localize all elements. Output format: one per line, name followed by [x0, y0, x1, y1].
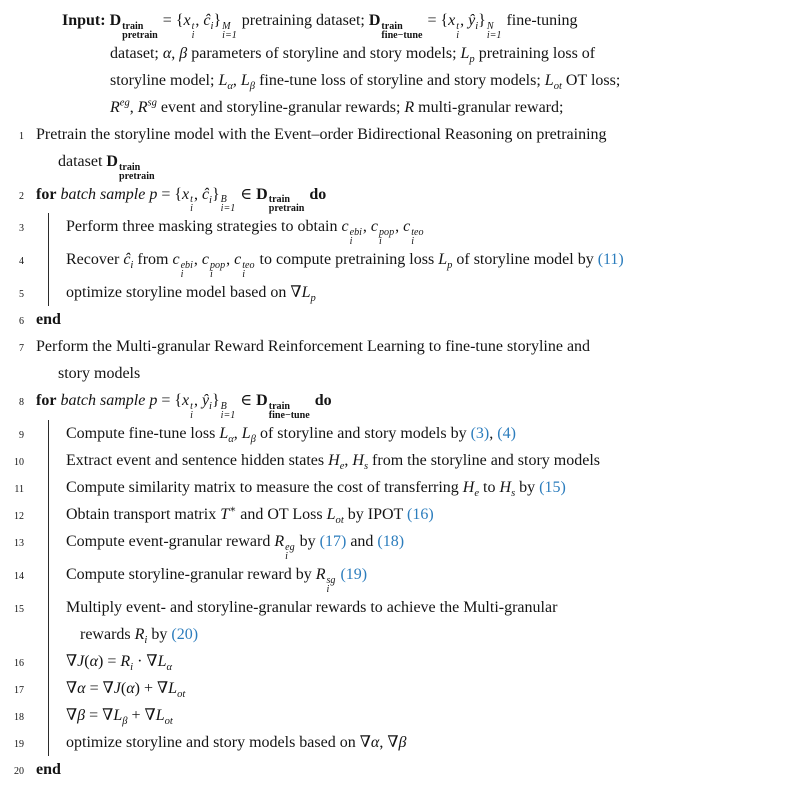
- algorithm-line-19: [8, 729, 788, 756]
- algorithm-line-2: [8, 181, 788, 214]
- stacked-supsub: M i=1: [222, 20, 237, 41]
- algorithm-line-18: [8, 702, 788, 729]
- algorithm-line-9: [8, 420, 788, 447]
- algorithm-line-6: [8, 306, 788, 333]
- algorithm-line-10: [8, 447, 788, 474]
- line-number: [8, 623, 24, 650]
- line-number: [8, 150, 24, 183]
- stacked-supsub: t i: [190, 194, 193, 215]
- citation-link[interactable]: (20): [171, 625, 199, 643]
- stacked-supsub: train pretrain: [118, 161, 155, 182]
- citation-link[interactable]: (16): [407, 505, 434, 523]
- stacked-supsub: pop i: [210, 260, 226, 281]
- statement-text: Extract event and sentence hidden states $H_e$, $H_s$ from the storyline and story models: [66, 451, 601, 473]
- line-number: 8: [19, 397, 24, 409]
- statement-text: for batch sample p = {x t i , $ĉ_i$} B i=1 ∈ D train pretrain do: [36, 185, 327, 215]
- line-number: 5: [19, 289, 24, 301]
- citation-link[interactable]: (3): [470, 424, 490, 442]
- citation-link[interactable]: (11): [597, 251, 624, 269]
- algorithm-line-15-cont: [8, 621, 788, 648]
- stacked-supsub: ebi i: [349, 227, 362, 248]
- line-number: 11: [14, 483, 24, 495]
- statement-text: optimize storyline and story models based on ∇α, ∇β: [66, 733, 407, 751]
- stacked-supsub: sg i: [326, 574, 336, 595]
- citation-link[interactable]: (4): [497, 424, 516, 442]
- input-line: Input: D train pretrain = {x t i , $ĉ_i$} M i=1 pretraining dataset; D train fine−tune = {x t i , $ŷ_i$} N i=1 fine-tuning: [62, 12, 578, 41]
- input-line: storyline model; $L_\alpha$, $L_\beta$ fine-tune loss of storyline and story models; $L_{ot}$ OT loss;: [110, 71, 621, 93]
- stacked-supsub: train pretrain: [268, 194, 305, 215]
- statement-text: Perform the Multi-granular Reward Reinforcement Learning to fine-tune storyline and: [36, 338, 591, 356]
- statement-text: Compute storyline-granular reward by R sg i (19): [66, 565, 368, 595]
- algorithm-line-12: [8, 501, 788, 528]
- stacked-supsub: teo i: [242, 260, 255, 281]
- citation-link[interactable]: (17): [319, 532, 347, 550]
- statement-text: Compute fine-tune loss $L_\alpha$, $L_\beta$ of storyline and story models by (3), (4): [66, 424, 516, 446]
- algorithm-lines: [8, 121, 788, 783]
- input-line: dataset; α, β parameters of storyline and story models; $L_p$ pretraining loss of: [110, 44, 596, 66]
- stacked-supsub: ebi i: [180, 260, 193, 281]
- line-number: 10: [14, 456, 24, 468]
- algorithm-line-20: [8, 756, 788, 783]
- line-number: [8, 362, 24, 389]
- algorithm-line-7: [8, 333, 788, 360]
- stacked-supsub: t i: [190, 400, 193, 421]
- line-number: 7: [19, 343, 24, 355]
- stacked-supsub: eg i: [285, 541, 295, 562]
- statement-text: for batch sample p = {x t i , $ŷ_i$} B i=1 ∈ D train fine−tune do: [36, 392, 332, 421]
- algorithm-line-17: [8, 675, 788, 702]
- statement-text: Pretrain the storyline model with the Event–order Bidirectional Reasoning on pretraining: [36, 125, 607, 143]
- line-number: 12: [14, 510, 24, 522]
- statement-text: Compute event-granular reward R eg i by (17) and (18): [66, 532, 405, 562]
- stacked-supsub: pop i: [379, 227, 395, 248]
- algorithm-line-5: [8, 279, 788, 306]
- line-number: 17: [14, 684, 24, 696]
- algorithm-line-8: [8, 387, 788, 420]
- stacked-supsub: N i=1: [486, 20, 502, 41]
- statement-text: rewards $R_i$ by (20): [80, 625, 199, 646]
- stacked-supsub: B i=1: [220, 194, 236, 215]
- stacked-supsub: train fine−tune: [268, 400, 310, 421]
- algorithm-line-1: [8, 121, 788, 148]
- statement-text: Compute similarity matrix to measure the cost of transferring $H_e$ to $H_s$ by (15): [66, 478, 566, 500]
- algorithm-line-4: [8, 246, 788, 279]
- citation-link[interactable]: (18): [377, 532, 405, 550]
- stacked-supsub: t i: [191, 20, 195, 41]
- line-number: 14: [14, 570, 24, 582]
- algorithm-line-16: [8, 648, 788, 675]
- line-number: 9: [19, 429, 24, 441]
- line-number: 16: [14, 657, 24, 669]
- algorithm-line-14: [8, 561, 788, 594]
- algorithm-input-block: [8, 7, 788, 121]
- algorithm-line-15: [8, 594, 788, 621]
- statement-text: optimize storyline model based on $\nabla L_p$: [66, 284, 316, 305]
- input-line: $R^{eg}$, $R^{sg}$ event and storyline-granular rewards; R multi-granular reward;: [110, 97, 564, 116]
- statement-text: $\nabla J(\alpha) = R_i \cdot \nabla L_\alpha$: [66, 652, 173, 673]
- line-number: 1: [19, 130, 24, 142]
- citation-link[interactable]: (19): [340, 565, 368, 583]
- statement-text: dataset D train pretrain: [58, 152, 155, 182]
- stacked-supsub: B i=1: [220, 400, 236, 421]
- statement-text: Perform three masking strategies to obtain c ebi i , c pop i , c teo i: [66, 218, 424, 248]
- algorithm-line-13: [8, 528, 788, 561]
- algorithm-line-11: [8, 474, 788, 501]
- line-number: 2: [19, 190, 24, 202]
- stacked-supsub: train fine−tune: [381, 20, 423, 41]
- algorithm-line-1-cont: [8, 148, 788, 181]
- line-number: 15: [14, 603, 24, 615]
- algorithm-line-7-cont: [8, 360, 788, 387]
- stacked-supsub: train pretrain: [122, 20, 158, 41]
- line-number: 3: [19, 223, 24, 235]
- line-number: 6: [19, 316, 24, 328]
- line-number: 20: [14, 765, 24, 777]
- algorithm-line-3: [8, 213, 788, 246]
- line-number: 19: [14, 738, 24, 750]
- stacked-supsub: t i: [456, 20, 460, 41]
- statement-text: Multiply event- and storyline-granular rewards to achieve the Multi-granular: [66, 598, 558, 616]
- statement-text: Obtain transport matrix T∗ and OT Loss $L_{ot}$ by IPOT (16): [66, 504, 434, 527]
- line-number: 13: [14, 537, 24, 549]
- statement-text: $\nabla\beta = \nabla L_\beta + \nabla L_{ot}$: [66, 706, 173, 727]
- statement-text: end: [36, 760, 61, 778]
- statement-text: story models: [58, 365, 141, 383]
- statement-text: end: [36, 311, 61, 329]
- statement-text: $\nabla\alpha = \nabla J(\alpha) + \nabla L_{ot}$: [66, 679, 186, 700]
- line-number: 18: [14, 711, 24, 723]
- citation-link[interactable]: (15): [539, 478, 566, 496]
- stacked-supsub: teo i: [411, 227, 424, 248]
- statement-text: Recover $ĉ_i$ from c ebi i , c pop i , c teo i to compute pretraining loss $L_p$ of storyline model by (11): [66, 251, 624, 281]
- line-number: 4: [19, 256, 24, 268]
